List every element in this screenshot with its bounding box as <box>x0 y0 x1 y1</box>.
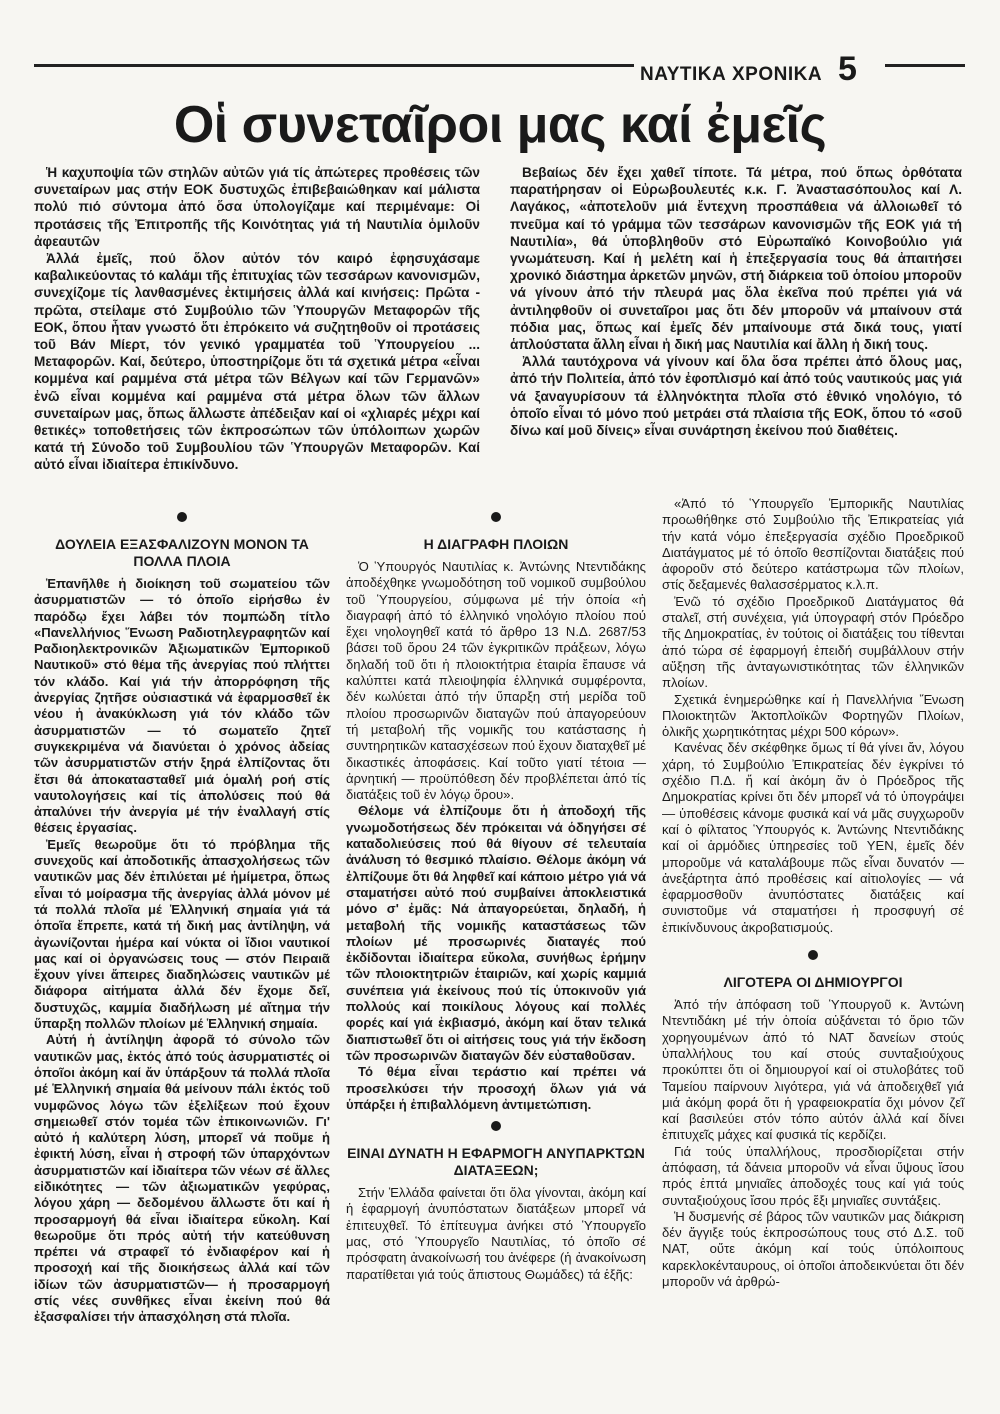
article-paragraph: Στήν Ἑλλάδα φαίνεται ὅτι ὅλα γίνονται, ἀκόμη καί ἡ ἐφαρμογή ἀνυπόστατων διατάξεων μπορεῖ νά ἐπιτευχθεῖ. Τό ἐπίτευγμα ἀνήκει στό Ὑπουργεῖο μας, στό Ὑπουργεῖο Ναυτιλίας, τό ὁποῖο σέ πρόσφατη ἀνακοίνωσή του ἀνέφερε (ἡ ἀνακοίνωση παρατίθεται γιά τούς ἄπιστους Θωμάδες) τά ἑξῆς: <box>346 1185 646 1282</box>
bullet-dot <box>177 512 187 522</box>
section-name: ΝΑΥΤΙΚΑ ΧΡΟΝΙΚΑ <box>640 64 823 85</box>
intro-left-paragraph: Ἀλλά ἐμεῖς, πού ὅλον αὐτόν τόν καιρό ἐφησυχάσαμε καβαλικεύοντας τό καλάμι τῆς ἐπιτυχίας τῶν τεσσάρων κανονισμῶν, συνεχίζομε τίς λανθασμένες ἐκτιμήσεις ἀλλά καί κινήσεις: Πρῶτα - πρῶτα, στείλαμε στό Συμβούλιο τῶν Ὑπουργῶν Μεταφορῶν τῆς ΕΟΚ, ὅπου ἦταν γνωστό ὅτι ἐπρόκειτο νά συζητηθοῦν οἱ προτάσεις τοῦ Βάν Μίερτ, τόν γενικό γραμματέα τοῦ Ὑπουργείου ... Μεταφορῶν. Καί, δεύτερο, ὑποστηρίζομε ὅτι τά σχετικά μέτρα «εἶναι κομμένα καί ραμμένα στά μέτρα τῶν Βέλγων καί τῶν Γερμανῶν» ἐνῶ εἶναι κομμένα καί ραμμένα στά μέτρα ὅλων τῶν ἄλλων συνεταίρων μας, ὅπως ἄλλωστε ἀπέδειξαν καί οἱ «χλιαρές μέχρι καί θετικές» τοποθετήσεις τῶν ἐκπροσώπων τῶν ὑπόλοιπων χωρῶν κατά τή Σύνοδο τοῦ Συμβουλίου τῶν Ὑπουργῶν Μεταφορῶν. Καί αὐτό εἶναι ἰδιαίτερα ἐπικίνδυνο. <box>34 251 480 473</box>
intro-right-paragraph: Ἀλλά ταυτόχρονα νά γίνουν καί ὅλα ὅσα πρέπει ἀπό ὅλους μας, ἀπό τήν Πολιτεία, ἀπό τόν ἐφοπλισμό καί ἀπό τούς ναυτικούς μας γιά νά ξαναγυρίσουν τά ἑλληνόκτητα πλοῖα στό ἐθνικό νηολόγιο, τό ὁποῖο εἶναι τό μόνο πού μετράει στά πλαίσια τῆς ΕΟΚ, ὅπου τό «σοῦ δίνω καί μοῦ δίνεις» εἶναι συνάρτηση ἐκείνου πού διαθέτεις. <box>510 354 962 439</box>
header-rule-left <box>34 64 634 67</box>
article-paragraph: Ἐμεῖς θεωροῦμε ὅτι τό πρόβλημα τῆς συνεχοῦς καί ἀποδοτικῆς ἀπασχολήσεως τῶν ναυτικῶν μας δέν ἐπιλύεται μέ ἡμίμετρα, ὅπως εἶναι τό μοίρασμα τῆς ἀνεργίας ἀλλά μόνον μέ τά πολλά πλοῖα μέ Ἑλληνική σημαία γιά τά ὁποῖα ἔπρεπε, κατά τή δική μας ἀντίληψη, νά ἀγωνίζονται ἡμέρα καί νύκτα οἱ ἴδιοι ναυτικοί μας καί οἱ ὀργανώσεις τους — στόν Πειραιᾶ ἔχουν γίνει ἄπειρες διαδηλώσεις ναυτικῶν μέ διάφορα αἰτήματα ἀλλά δέν ἔχομε δεῖ, δυστυχῶς, καμμία διαδήλωση μέ αἴτημα τήν ὕπαρξη πολλῶν πλοίων μέ Ἑλληνική σημαία. <box>34 836 330 1032</box>
bullet-dot <box>491 512 501 522</box>
article-paragraph: «Ἀπό τό Ὑπουργεῖο Ἐμπορικῆς Ναυτιλίας προωθήθηκε στό Συμβούλιο τῆς Ἐπικρατείας γιά τήν κατά νόμο ἐπεξεργασία σχέδιο Προεδρικοῦ Διατάγματος μέ τό ὁποῖο θεσπίζονται διατάξεις πού ἀφοροῦν στό δεύτερο κατάστρωμα τῶν πλοίων, στίς δεξαμενές θαλασσέρματος κ.λ.π. <box>662 496 964 593</box>
article-heading: ΛΙΓΟΤΕΡΑ ΟΙ ΔΗΜΙΟΥΡΓΟΙ <box>723 974 903 991</box>
article-paragraph: Ἡ δυσμενής σέ βάρος τῶν ναυτικῶν μας διάκριση δέν ἄγγιξε τούς ἐκπροσώπους τους στό Δ.Σ. τοῦ ΝΑΤ, οὔτε ἀκόμη καί τούς ὑπόλοιπους καρεκλοκένταυρους, οἱ ὁποῖοι ἀποδεικνύεται ὅτι δέν μποροῦν νά ἀρθρώ- <box>662 1208 964 1290</box>
bullet-dot <box>808 950 818 960</box>
article-heading: ΔΟΥΛΕΙΑ ΕΞΑΣΦΑΛΙΖΟΥΝ ΜΟΝΟΝ ΤΑ ΠΟΛΛΑ ΠΛΟΙΑ <box>55 536 309 569</box>
article-paragraph: Γιά τούς ὑπαλλήλους, προσδιορίζεται στήν ἀπόφαση, τά δάνεια μποροῦν νά εἶναι ὕψους ἴσου πρός ἑπτά μηνιαῖες ἀποδοχές τους καί γιά τούς συνταξιούχους ἴσου πρός ἕξι μηνιαῖες συντάξεις. <box>662 1143 964 1208</box>
intro-right-column <box>510 164 962 439</box>
article-paragraph: Ἐπανῆλθε ἡ διοίκηση τοῦ σωματείου τῶν ἀσυρματιστῶν — τό ὁποῖο εἰρήσθω ἐν παρόδῳ ἔχει λάβει τόν πομπώδη τίτλο «Πανελλήνιος Ἕνωση Ραδιοτηλεγραφητῶν καί Ραδιοηλεκτρονικῶν Ἀξιωματικῶν Ἐμπορικοῦ Ναυτικοῦ» στό θέμα τῆς ἀνεργίας πού πλήττει τόν κλάδο. Καί γιά τήν ἀπορρόφηση τῆς ἀνεργίας ζητῆσε οὐσιαστικά νά ἐφαρμοσθεῖ ἐκ νέου ἡ ἀνακύκλωση γιά τόν κλάδο τῶν ἀσυρματιστῶν — τό σωματεῖο ζητεῖ συγκεκριμένα νά διανύεται ὁ χρόνος ἀδείας τῶν ἀσυρματιστῶν στήν ξηρά ἐλπίζοντας ὅτι ἔτσι θά ἀποκατασταθεῖ μιά ὁμαλή ροή στίς ναυτολογήσεις καί τίς ἀπολύσεις πού θά ἀπαλύνει τήν ἀνεργία μέ τήν ἐναλλαγή στίς θέσεις ἐργασίας. <box>34 576 330 836</box>
article-paragraph: Τό θέμα εἶναι τεράστιο καί πρέπει νά προσελκύσει τήν προσοχή ὅλων γιά νά ὑπάρξει ἡ ἐπιβαλλόμενη ἀντιμετώπιση. <box>346 1064 646 1112</box>
article-paragraph: Θέλομε νά ἐλπίζουμε ὅτι ἡ ἀποδοχή τῆς γνωμοδοτήσεως δέν πρόκειται νά ὁδηγήσει σέ καταδολιεύσεις πού θά θίγουν σέ τελευταία ἀνάλυση τό θεσμικό πλαίσιο. Θέλομε ἀκόμη νά ἐλπίζουμε ὅτι θά ληφθεῖ καί κάποιο μέτρο γιά νά σταματήσει αὐτό πού συμβαίνει ἀποκλειστικά μόνο σ' ἐμᾶς: Νά ἀπαγορεύεται, δηλαδή, ἡ μεταβολή τῆς νομικῆς καταστάσεως τῶν πλοίων μέ προσωρινές διαταγές πού ἐκδίδονται ἰδιαίτερα εὔκολα, συνήθως ἐρήμην τῶν πλοιοκτητριῶν ἑταιριῶν, καί χωρίς καμμιά συνέπεια γιά ἐκείνους πού τίς ὑποκινοῦν γιά πολλούς καί ποικίλους λόγους καί πολλές φορές καί γιά ἐκβιασμό, ἀκόμη καί ὅταν τελικά διαπιστωθεῖ ὅτι οἱ αἰτήσεις τους γιά τήν ἔκδοση τῶν προσωρινῶν διαταγῶν δέν εὐσταθοῦσαν. <box>346 803 646 1063</box>
header-rule-right <box>885 64 965 67</box>
intro-left-paragraph: Ἡ καχυποψία τῶν στηλῶν αὐτῶν γιά τίς ἀπώτερες προθέσεις τῶν συνεταίρων μας στήν ΕΟΚ δυστυχῶς ἐπιβεβαιώθηκαν καί μάλιστα πολύ πιό σύντομα ἀπό ὅσα ὑπολογίζαμε καί περιμέναμε: Οἱ προτάσεις τῆς Ἐπιτροπῆς τῆς Κοινότητας γιά τή Ναυτιλία ὁμιλοῦν ἀφεαυτῶν <box>34 165 480 249</box>
article-heading: ΕΙΝΑΙ ΔΥΝΑΤΗ Η ΕΦΑΡΜΟΓΗ ΑΝΥΠΑΡΚΤΩΝ ΔΙΑΤΑΞΕΩΝ; <box>347 1145 645 1179</box>
article-paragraph: Ἐνῶ τό σχέδιο Προεδρικοῦ Διατάγματος θά σταλεῖ, στή συνέχεια, γιά ὑπογραφή στόν Πρόεδρο τῆς Δημοκρατίας, ἐν τούτοις οἱ διατάξεις του τίθενται ἀπό τώρα σέ ἐφαρμογή ἐπειδή συμβάλλουν στήν αὔξηση τῆς ἀνταγωνιστικότητας τῶν ἑλληνικῶν πλοίων. <box>662 593 964 691</box>
column-1 <box>34 512 330 1326</box>
column-3 <box>662 496 964 1290</box>
article-paragraph: Ἀπό τήν ἀπόφαση τοῦ Ὑπουργοῦ κ. Ἀντώνη Ντεντιδάκη μέ τήν ὁποία αὐξάνεται τό ὅριο τῶν χορηγουμένων ἀπό τό ΝΑΤ δανείων στούς ὑπαλλήλους του καί στούς συνταξιούχους προκύπτει ὅτι οἱ δημιουργοί καί οἱ στυλοβάτες τοῦ Ταμείου παίρνουν λιγότερα, γιά νά ἀποδειχθεῖ γιά μιά ἀκόμη φορά ὅτι ἡ γραφειοκρατία ὄχι μόνον ζεῖ καί βασιλεύει στόν τόπο αὐτόν ἀλλά καί δίνει ἐπιτυχεῖς μάχες καί φυσικά τίς κερδίζει. <box>662 997 964 1143</box>
article-paragraph: Ὁ Ὑπουργός Ναυτιλίας κ. Ἀντώνης Ντεντιδάκης ἀποδέχθηκε γνωμοδότηση τοῦ νομικοῦ συμβούλου τοῦ Ὑπουργείου, σύμφωνα μέ τήν ὁποία «ἡ διαγραφή ἀπό τό ἑλληνικό νηολόγιο πλοίου πού ἔχει νηολογηθεῖ κατά τό ἄρθρο 13 Ν.Δ. 2687/53 βάσει τοῦ ὅρου 24 τῶν ἐγκριτικῶν πράξεων, λόγω δηλαδή τοῦ ὅτι ἡ πλοιοκτήτρια ἑταιρία ἔπαυσε νά καλύπτει κατά πλειοψηφία ἑλληνικά συμφέροντα, δέν κωλύεται ἀπό τήν ὕπαρξη στή μερίδα τοῦ πλοίου προσωρινῶν διαταγῶν πού ἀπαγορεύουν τή μεταβολή τῆς νομικῆς του κατάστασης ἡ συντηρητικῶν κατασχέσεων πού ἔχουν διαταχθεῖ μέ δικαστικές ἀποφάσεις. Καί τοῦτο γιατί τέτοια — ἀρνητική — προϋπόθεση δέν προβλέπεται ἀπό τίς διατάξεις τοῦ ἐν λόγῳ ὅρου». <box>346 559 646 803</box>
intro-left-column <box>34 164 480 474</box>
article-heading: Η ΔΙΑΓΡΑΦΗ ΠΛΟΙΩΝ <box>423 536 569 552</box>
bullet-dot <box>491 1121 501 1131</box>
article-paragraph: Σχετικά ἐνημερώθηκε καί ἡ Πανελλήνια Ἕνωση Πλοιοκτητῶν Ἀκτοπλοϊκῶν Φορτηγῶν Πλοίων, ὁλικῆς χωρητικότητας μέχρι 500 κόρων». <box>662 691 964 740</box>
article-paragraph: Αὐτή ἡ ἀντίληψη ἀφορᾶ τό σύνολο τῶν ναυτικῶν μας, ἐκτός ἀπό τούς ἀσυρματιστές οἱ ὁποῖοι ἀκόμη καί ἄν ὑπάρξουν τά πολλά πλοῖα μέ Ἑλληνική σημαία θά μείνουν πάλι ἐκτός τοῦ νυμφῶνος λόγω τῶν ἐξελίξεων πού ἔχουν σημειωθεῖ στόν τομέα τῶν ἐπικοινωνιῶν. Γι' αὐτό ἡ καλύτερη λύση, μπορεῖ νά ποῦμε ἡ ἐφικτή λύση, εἶναι ἡ στροφή τῶν ὑπαρχόντων ἀσυρματιστῶν καί ἰδιαίτερα τῶν νέων σέ ἄλλες εἰδικότητες — τῶν ἀξιωματικῶν γεφύρας, λόγου χάρη — δεδομένου ἄλλωστε ὅτι καί ἡ προσαρμογή θά εἶναι ἰδιαίτερα εὔκολη. Καί θεωροῦμε ὅτι πρός αὐτή τήν κατεύθυνση πρέπει νά στραφεῖ τό ἐνδιαφέρον καί ἡ προσοχή καί τῆς διοικήσεως ἀλλά καί τῶν ἰδίων τῶν ἀσυρματιστῶν— ἡ προσαρμογή στίς νέες συνθῆκες εἶναι ἐκείνη πού θά ἐξασφαλίσει τήν ἀπασχόληση στά πλοῖα. <box>34 1032 330 1325</box>
page-number: 5 <box>838 50 857 88</box>
intro-right-paragraph: Βεβαίως δέν ἔχει χαθεῖ τίποτε. Τά μέτρα, πού ὅπως ὀρθότατα παρατήρησαν οἱ Εὐρωβουλευτές κ.κ. Γ. Ἀναστασόπουλος καί Λ. Λαγάκος, «ἀποτελοῦν μιά ἔντεχνη προσπάθεια νά ἀλλοιωθεῖ τό πνεῦμα καί τό γράμμα τῶν τεσσάρων κανονισμῶν τῆς ΕΟΚ γιά τή Ναυτιλία», θά ὑποβληθοῦν στό Εὐρωπαϊκό Κοινοβούλιο γιά γνωμάτευση. Καί ἡ μελέτη καί ἡ ἐπεξεργασία τους θά ἀπαιτήσει χρονικό διάστημα ἀρκετῶν μηνῶν, στή διάρκεια τοῦ ὁποίου μποροῦν νά γίνουν ἀπό τήν πλευρά μας ὅλα ἐκεῖνα πού πρέπει γιά νά ἀντιληφθοῦν οἱ συνεταῖροι μας ὅτι δέν μποροῦν νά μπαίνουν στά πόδια μας, ὅπως καί ἐμεῖς δέν μπαίνουμε στά δικά τους, γιατί ἁπλούστατα ἄλλη εἶναι ἡ δική μας Ναυτιλία καί ἄλλη ἡ δική τους. <box>510 165 962 353</box>
column-2 <box>346 512 646 1283</box>
article-paragraph: Κανένας δέν σκέφθηκε ὅμως τί θά γίνει ἄν, λόγου χάρη, τό Συμβούλιο Ἐπικρατείας δέν ἐγκρίνει τό σχέδιο Π.Δ. ἤ καί ἀκόμη ἄν ὁ Πρόεδρος τῆς Δημοκρατίας κρίνει ὅτι δέν μπορεῖ νά τό ὑπογράψει — ὑποθέσεις κάνομε φυσικά καί νά μᾶς συγχωροῦν καί ὁ φίλτατος Ὑπουργός κ. Ἀντώνης Ντεντιδάκης καί οἱ ἁρμόδιες ὑπηρεσίες τοῦ ΥΕΝ, ἐμεῖς δέν μποροῦμε νά καταλάβουμε πῶς εἶναι δυνατόν — ἀνεξάρτητα ἀπό προθέσεις καί αἰτιολογίες — νά ἐφαρμοσθοῦν ἀνυπόστατες διατάξεις καί συνιστοῦμε νά σταματήσει ἡ προσφυγή σέ ἐπικίνδυνους ἀκροβατισμούς. <box>662 740 964 935</box>
headline: Οἱ συνεταῖροι μας καί ἐμεῖς <box>173 96 827 154</box>
